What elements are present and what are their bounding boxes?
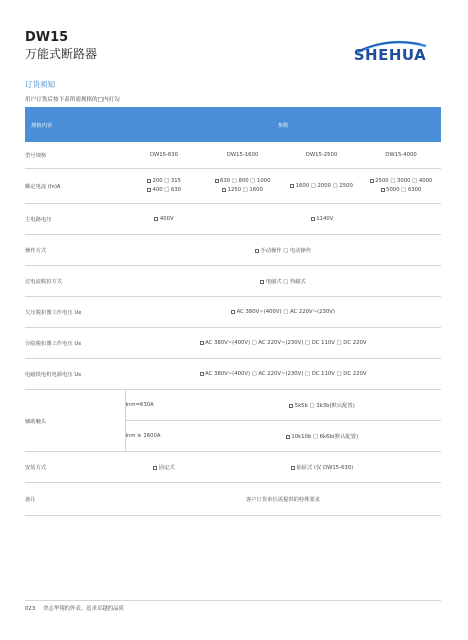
checkbox[interactable]	[231, 310, 235, 314]
row-label-voltage: 主电路电压	[25, 204, 125, 235]
shunt-options: AC 380V~(400V) □ AC 220V~(230V) □ DC 110V □ DC 220V	[205, 340, 367, 346]
model-cell: DW15-2500	[282, 142, 361, 169]
table-row-operation	[25, 235, 441, 266]
row-label-note: 备注	[25, 483, 125, 516]
current-option: 630 □ 800 □ 1000	[220, 178, 271, 184]
current-option: 200 □ 315	[152, 178, 182, 184]
current-option: 1600 □ 2000 □ 2500	[295, 183, 353, 189]
table-row-motor	[25, 359, 441, 390]
checkbox[interactable]	[291, 466, 295, 470]
release-options: 电磁式 □ 热磁式	[265, 279, 306, 285]
table-row-aux-1	[25, 390, 441, 421]
voltage-option: 400V	[159, 216, 174, 222]
aux-sub-label: Inm=630A	[125, 390, 203, 421]
table-row-install	[25, 452, 441, 483]
table-row-voltage	[25, 204, 441, 235]
checkbox[interactable]	[370, 179, 374, 183]
install-option: 固定式	[158, 465, 175, 471]
undervoltage-options: AC 380V~(400V) □ AC 220V~(230V)	[236, 309, 335, 315]
checkbox[interactable]	[255, 249, 259, 253]
page-number: 023	[25, 606, 36, 612]
page-footer	[25, 604, 124, 612]
product-model: DW15	[25, 30, 69, 45]
table-row-current	[25, 169, 441, 204]
aux-sub-label: Inm ≥ 1600A	[125, 421, 203, 452]
footer-slogan: 舍志华翔的外表、追求卓越的品质	[43, 606, 124, 612]
row-label-install: 安装方式	[25, 452, 125, 483]
table-row-model	[25, 142, 441, 169]
aux-options: 10k10b □ 6k6b(默认配置)	[291, 434, 359, 440]
row-label-undervoltage: 欠压脱扣器工作电压 Ue	[25, 297, 125, 328]
current-option: 2500 □ 3000 □ 4000	[375, 178, 433, 184]
checkbox[interactable]	[289, 404, 293, 408]
row-label-motor: 电磁铁电机电源电压 Us	[25, 359, 125, 390]
current-option: 1250 □ 1600	[227, 187, 263, 193]
footer-divider	[25, 600, 441, 601]
checkbox[interactable]	[311, 217, 315, 221]
brand-logo	[340, 34, 440, 64]
product-subtitle: 万能式断路器	[25, 47, 98, 61]
current-option: 400 □ 630	[152, 187, 182, 193]
row-label-shunt: 分励脱扣器工作电压 Us	[25, 328, 125, 359]
checkbox[interactable]	[147, 179, 151, 183]
header-params: 参数	[125, 107, 441, 142]
checkbox[interactable]	[153, 466, 157, 470]
checkbox[interactable]	[381, 188, 385, 192]
checkbox[interactable]	[200, 341, 204, 345]
checkbox[interactable]	[222, 188, 226, 192]
table-row-release	[25, 266, 441, 297]
model-cell: DW15-4000	[361, 142, 441, 169]
checkbox[interactable]	[215, 179, 219, 183]
header-spec-content: 规格内容	[25, 107, 125, 142]
current-option: 5000 □ 6300	[386, 187, 422, 193]
order-instruction: 用户订货后按下表所需规格的□内打勾	[25, 97, 120, 103]
section-title: 订货须知	[25, 80, 55, 89]
checkbox[interactable]	[154, 217, 158, 221]
row-label-release: 过电流脱扣方式	[25, 266, 125, 297]
operation-options: 手动操作 □ 电动操作	[260, 248, 312, 254]
row-label-current: 额定电流 (In)A	[25, 169, 125, 204]
note-value: 客户订货单位需提供的特殊要求	[125, 483, 441, 516]
checkbox[interactable]	[286, 435, 290, 439]
checkbox[interactable]	[147, 188, 151, 192]
table-row-shunt	[25, 328, 441, 359]
model-cell: DW15-630	[125, 142, 203, 169]
table-row-undervoltage	[25, 297, 441, 328]
voltage-option: 1140V	[316, 216, 334, 222]
row-label-operation: 操作方式	[25, 235, 125, 266]
order-spec-table	[25, 107, 441, 516]
aux-options: 5k5b □ 3k3b(默认配置)	[294, 403, 355, 409]
checkbox[interactable]	[200, 372, 204, 376]
checkbox[interactable]	[290, 184, 294, 188]
motor-options: AC 380V~(400V) □ AC 220V~(230V) □ DC 110V □ DC 220V	[205, 371, 367, 377]
row-label-model: 型号规格	[25, 142, 125, 169]
checkbox[interactable]	[260, 280, 264, 284]
install-option: 抽屉式 (仅 DW15-630)	[296, 465, 354, 471]
row-label-aux: 辅助触头	[25, 390, 125, 452]
svg-text:SHEHUA: SHEHUA	[353, 46, 427, 64]
table-row-note	[25, 483, 441, 516]
model-cell: DW15-1600	[203, 142, 282, 169]
